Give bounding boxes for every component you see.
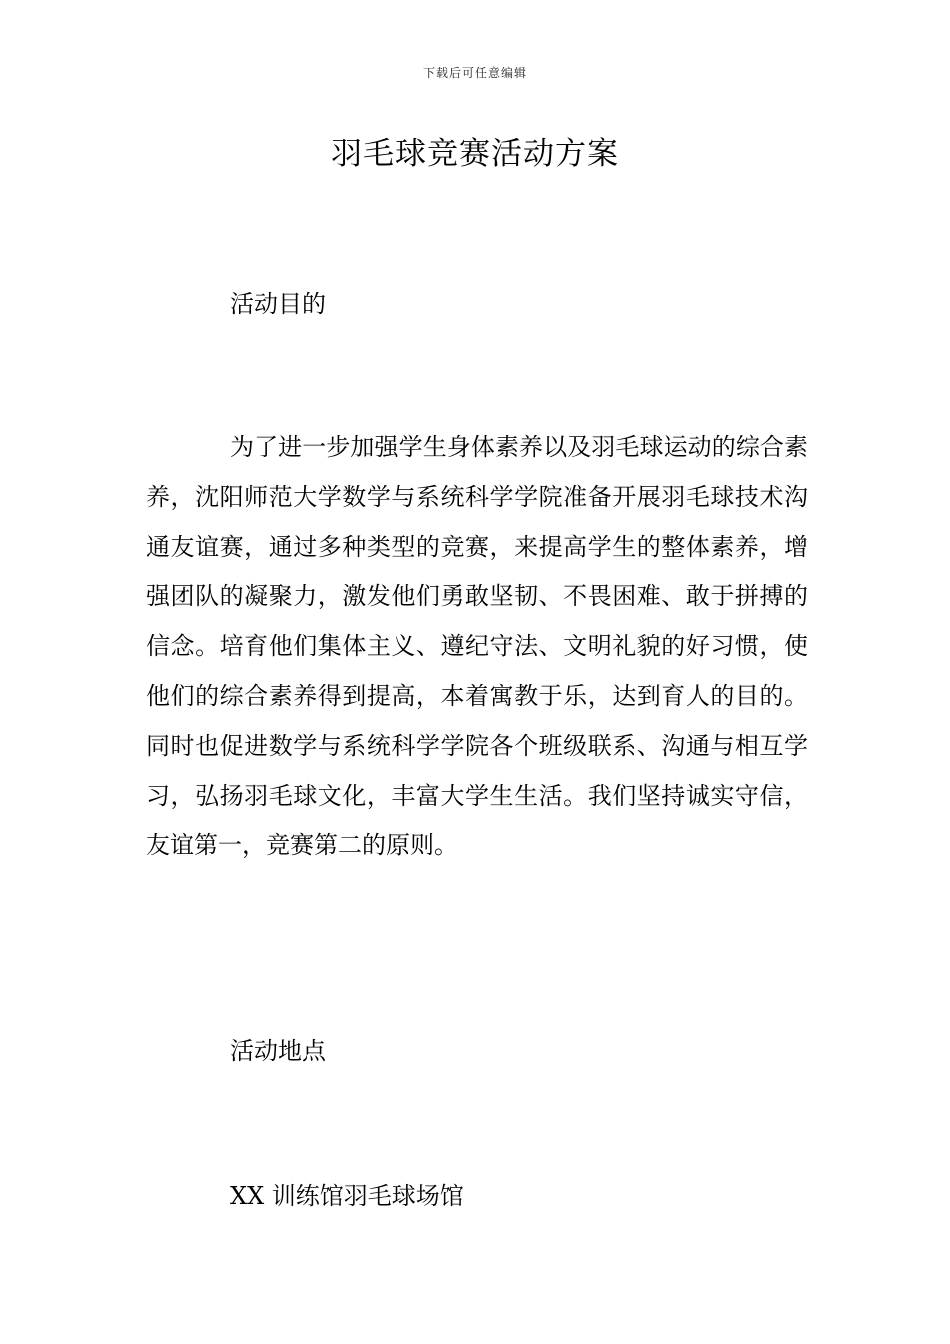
header-note: 下载后可任意编辑	[422, 66, 527, 80]
purpose-paragraph: 为了进一步加强学生身体素养以及羽毛球运动的综合素养，沈阳师范大学数学与系统科学学院准备开展羽毛球技术沟通友谊赛，通过多种类型的竞赛，来提高学生的整体素养，增强团队的凝聚力，激发他们勇敢坚韧、不畏困难、敢于拼搏的信念。培育他们集体主义、遵纪守法、文明礼貌的好习惯，使他们的综合素养得到提高，本着寓教于乐，达到育人的目的。同时也促进数学与系统科学学院各个班级联系、沟通与相互学习，弘扬羽毛球文化，丰富大学生生活。我们坚持诚实守信，友谊第一，竞赛第二的原则。	[146, 433, 808, 860]
section-heading-purpose: 活动目的	[230, 290, 326, 318]
location-text: XX 训练馆羽毛球场馆	[230, 1182, 464, 1210]
document-title: 羽毛球竞赛活动方案	[331, 136, 619, 172]
section-heading-location: 活动地点	[230, 1037, 326, 1065]
